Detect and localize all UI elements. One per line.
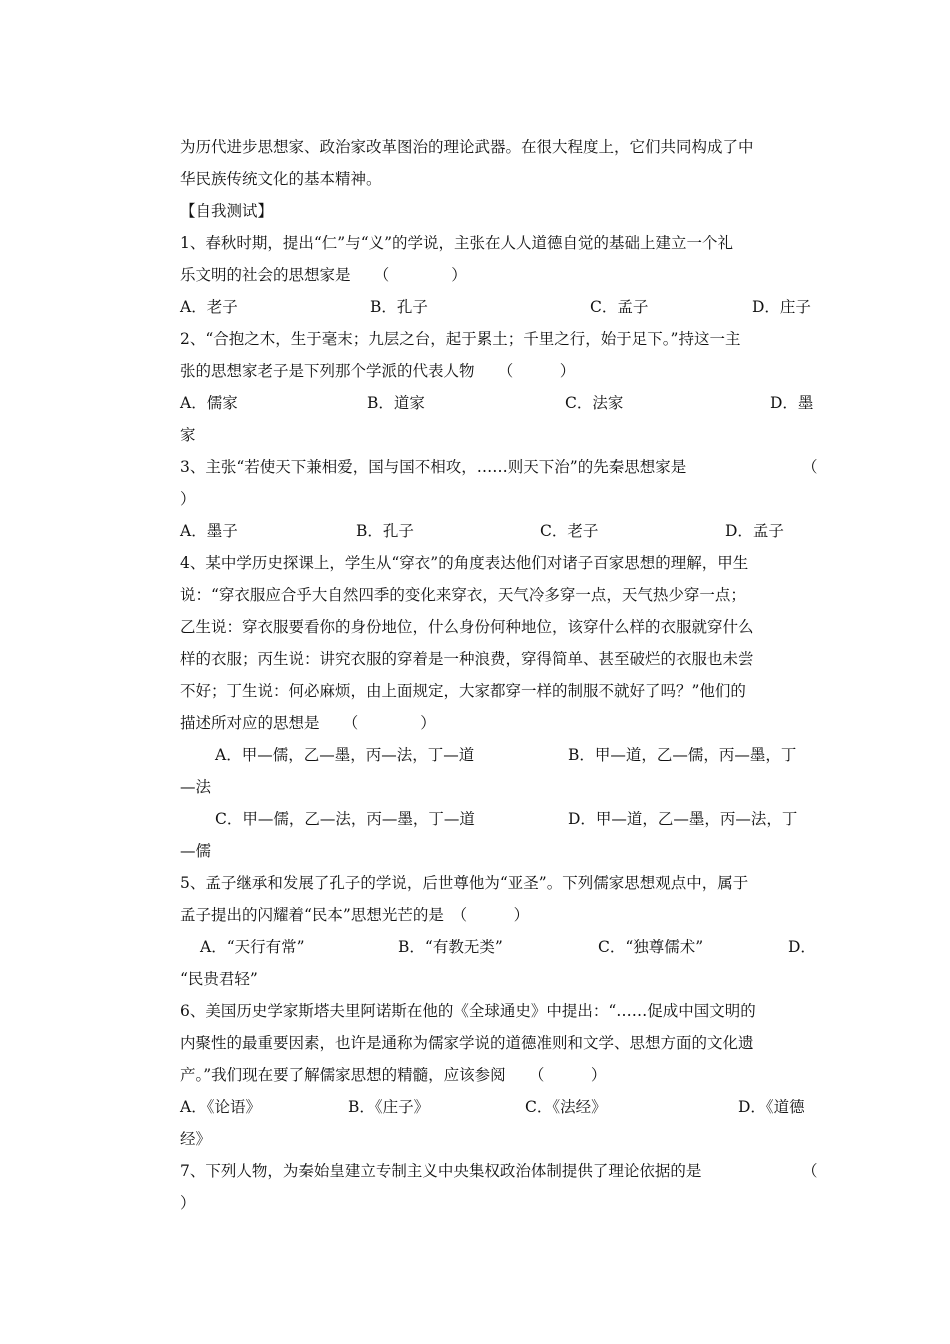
q2-option-b[interactable]: B．道家 [367,394,425,412]
section-title: 【自我测试】 [180,202,274,220]
q3-stem-text: 3、主张“若使天下兼相爱，国与国不相攻，……则天下治”的先秦思想家是 [180,458,687,476]
q5-option-c[interactable]: C．“独尊儒术” [598,938,704,956]
intro-line-2: 华民族传统文化的基本精神。 [180,170,382,188]
q4-stem-4: 样的衣服；丙生说：讲究衣服的穿着是一种浪费，穿得简单、甚至破烂的衣服也未尝 [180,650,754,668]
q3-option-d[interactable]: D．孟子 [725,522,784,540]
q6-stem-2: 内聚性的最重要因素，也许是通称为儒家学说的道德准则和文学、思想方面的文化遗 [180,1034,754,1052]
q4-option-a[interactable]: A．甲—儒，乙—墨，丙—法，丁—道 [215,746,475,764]
q7-stem-1 [180,1155,820,1187]
q3-stem-2: ） [180,490,196,508]
q5-option-d[interactable]: D． [788,938,816,956]
q4-option-c[interactable]: C．甲—儒，乙—法，丙—墨，丁—道 [215,810,475,828]
q1-option-c[interactable]: C．孟子 [590,298,649,316]
q4-stem-5: 不好；丁生说：何必麻烦，由上面规定，大家都穿一样的制服不就好了吗？”他们的 [180,682,746,700]
q3-option-a[interactable]: A．墨子 [180,522,238,540]
q6-option-b[interactable]: B．《庄子》 [348,1098,430,1116]
q2-options [180,387,820,419]
q5-option-a[interactable]: A．“天行有常” [200,938,305,956]
q4-option-d[interactable]: D．甲—道，乙—墨，丙—法，丁 [568,810,798,828]
q1-stem-1: 1、春秋时期，提出“仁”与“义”的学说，主张在人人道德自觉的基础上建立一个礼 [180,234,734,252]
q3-option-b[interactable]: B．孔子 [356,522,414,540]
q6-option-d[interactable]: D．《道德 [738,1098,805,1116]
q3-options [180,515,820,547]
q3-paren-open: （ [802,458,818,476]
q6-stem-1: 6、美国历史学家斯塔夫里阿诺斯在他的《全球通史》中提出：“……促成中国文明的 [180,1002,756,1020]
q3-stem-1 [180,451,820,483]
intro-line-1: 为历代进步思想家、政治家改革图治的理论武器。在很大程度上，它们共同构成了中 [180,138,754,156]
q7-stem-2: ） [180,1194,196,1212]
q7-paren-open: （ [802,1162,818,1180]
q4-options-row-2 [180,803,820,835]
q5-option-b[interactable]: B．“有教无类” [398,938,503,956]
q5-stem-1: 5、孟子继承和发展了孔子的学说，后世尊他为“亚圣”。下列儒家思想观点中，属于 [180,874,749,892]
q4-stem-6: 描述所对应的思想是 （ ） [180,714,436,732]
q1-option-a[interactable]: A．老子 [180,298,238,316]
q4-stem-3: 乙生说：穿衣服要看你的身份地位，什么身份何种地位，该穿什么样的衣服就穿什么 [180,618,754,636]
q4-option-b-wrap: —法 [180,778,212,796]
q5-stem-2: 孟子提出的闪耀着“民本”思想光芒的是 （ ） [180,906,530,924]
q4-stem-2: 说：“穿衣服应合乎大自然四季的变化来穿衣，天气冷多穿一点，天气热少穿一点； [180,586,746,604]
q5-options [180,931,820,963]
q6-option-c[interactable]: C．《法经》 [525,1098,607,1116]
q4-option-d-wrap: —儒 [180,842,212,860]
q2-option-d[interactable]: D．墨 [770,394,814,412]
q1-option-d[interactable]: D．庄子 [752,298,811,316]
q6-options [180,1091,820,1123]
q3-option-c[interactable]: C．老子 [540,522,599,540]
q6-option-d-wrap: 经》 [180,1130,212,1148]
q1-stem-2: 乐文明的社会的思想家是 （ ） [180,266,467,284]
q1-options [180,291,820,323]
q5-option-d-wrap: “民贵君轻” [180,970,258,988]
q4-stem-1: 4、某中学历史探课上，学生从“穿衣”的角度表达他们对诸子百家思想的理解，甲生 [180,554,749,572]
q6-option-a[interactable]: A．《论语》 [180,1098,261,1116]
q2-option-a[interactable]: A．儒家 [180,394,238,412]
q2-stem-1: 2、“合抱之木，生于毫末；九层之台，起于累土；千里之行，始于足下。”持这一主 [180,330,741,348]
q7-stem-text: 7、下列人物，为秦始皇建立专制主义中央集权政治体制提供了理论依据的是 [180,1162,702,1180]
q4-options-row-1 [180,739,820,771]
q2-option-d-wrap: 家 [180,426,196,444]
q4-option-b[interactable]: B．甲—道，乙—儒，丙—墨，丁 [568,746,797,764]
q1-option-b[interactable]: B．孔子 [370,298,428,316]
q6-stem-3: 产。”我们现在要了解儒家思想的精髓，应该参阅 （ ） [180,1066,607,1084]
q2-option-c[interactable]: C．法家 [565,394,624,412]
q2-stem-2: 张的思想家老子是下列那个学派的代表人物 （ ） [180,362,576,380]
